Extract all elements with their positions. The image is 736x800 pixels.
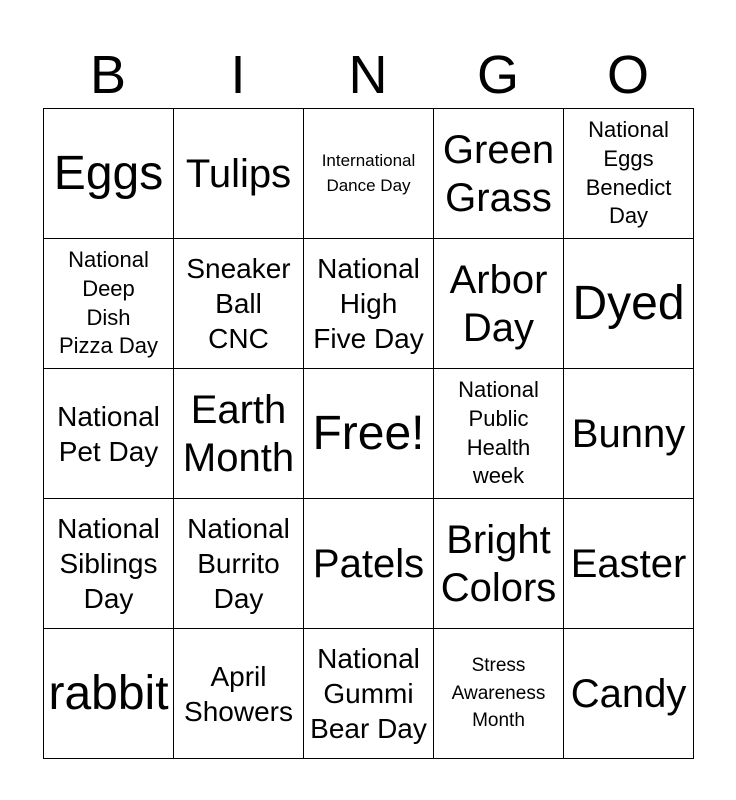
header-letter-i: I [230,45,246,105]
bingo-cell[interactable]: National Burrito Day [174,499,304,629]
bingo-cell[interactable]: National Eggs Benedict Day [564,109,694,239]
bingo-free-cell[interactable]: Free! [304,369,434,499]
bingo-cell[interactable]: National Public Health week [434,369,564,499]
bingo-cell[interactable]: Green Grass [434,109,564,239]
bingo-cell[interactable]: Sneaker Ball CNC [174,239,304,369]
bingo-cell[interactable]: International Dance Day [304,109,434,239]
bingo-cell[interactable]: National Deep Dish Pizza Day [44,239,174,369]
bingo-cell[interactable]: Candy [564,629,694,759]
bingo-cell[interactable]: Patels [304,499,434,629]
bingo-cell[interactable]: April Showers [174,629,304,759]
bingo-cell[interactable]: National Siblings Day [44,499,174,629]
bingo-cell[interactable]: National High Five Day [304,239,434,369]
bingo-cell[interactable]: rabbit [44,629,174,759]
bingo-cell[interactable]: National Gummi Bear Day [304,629,434,759]
bingo-cell[interactable]: Easter [564,499,694,629]
bingo-cell[interactable]: Bunny [564,369,694,499]
bingo-cell[interactable]: Bright Colors [434,499,564,629]
bingo-header [43,42,693,108]
header-letter-n: N [348,45,388,105]
bingo-cell[interactable]: Tulips [174,109,304,239]
bingo-cell[interactable]: Dyed [564,239,694,369]
header-letter-g: G [476,45,519,105]
header-letter-o: O [606,45,649,105]
bingo-cell[interactable]: Earth Month [174,369,304,499]
bingo-cell[interactable]: Arbor Day [434,239,564,369]
bingo-board [43,108,694,759]
bingo-cell[interactable]: National Pet Day [44,369,174,499]
header-letter-b: B [89,45,127,105]
bingo-cell[interactable]: Eggs [44,109,174,239]
bingo-cell[interactable]: Stress Awareness Month [434,629,564,759]
